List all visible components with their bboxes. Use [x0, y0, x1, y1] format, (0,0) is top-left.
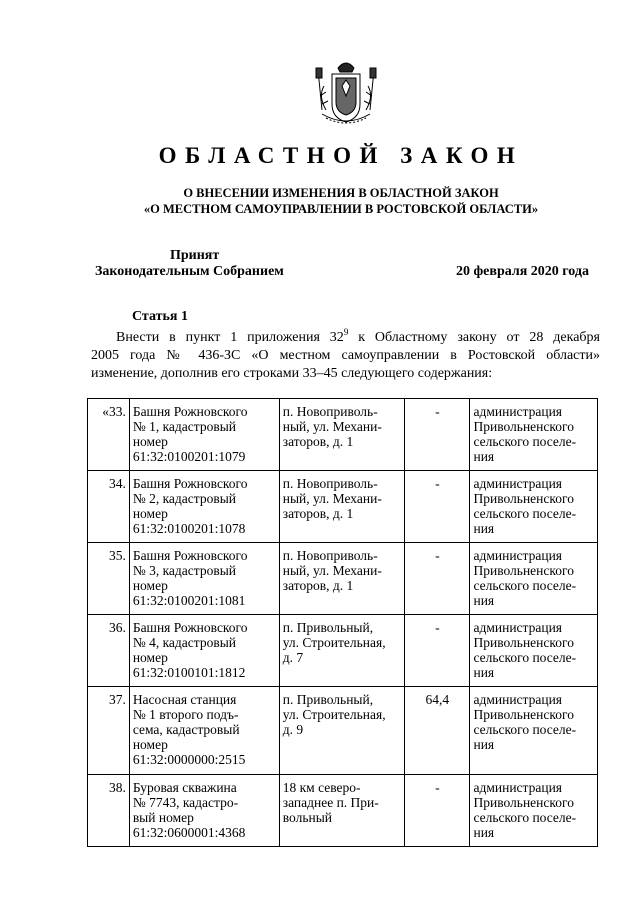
object-name-line: номер — [132, 650, 168, 665]
object-area-line: 64,4 — [425, 692, 450, 707]
objects-table — [87, 398, 598, 847]
object-area-line: - — [435, 476, 440, 491]
object-administrator-line: ния — [473, 449, 495, 464]
object-address-line: д. 7 — [282, 650, 304, 665]
object-name — [129, 687, 279, 775]
object-name-line: вый номер — [132, 810, 194, 825]
subtitle-line: О ВНЕСЕНИИ ИЗМЕНЕНИЯ В ОБЛАСТНОЙ ЗАКОН — [183, 186, 499, 200]
object-address-line: ный, ул. Механи- — [282, 563, 382, 578]
object-administrator-line: ния — [473, 665, 495, 680]
object-area — [405, 399, 470, 471]
object-administrator-line: сельского поселе- — [473, 578, 577, 593]
object-area-line: - — [435, 780, 440, 795]
adoption-date: 20 февраля 2020 года — [456, 264, 589, 279]
object-name — [129, 399, 279, 471]
object-name — [129, 615, 279, 687]
object-address-line: ул. Строительная, — [282, 707, 386, 722]
object-address-line: п. Привольный, — [282, 692, 374, 707]
object-administrator-line: Привольненского — [473, 419, 574, 434]
object-name-line: Башня Рожновского — [132, 404, 248, 419]
object-address-line: заторов, д. 1 — [282, 434, 354, 449]
object-name-line: 61:32:0600001:4368 — [132, 825, 246, 840]
object-area-line: - — [435, 620, 440, 635]
paragraph-line: изменение, дополнив его строками 33–45 следующего содержания: — [91, 366, 493, 381]
object-address-line: ный, ул. Механи- — [282, 491, 382, 506]
object-administrator-line: администрация — [473, 780, 563, 795]
object-name-line: номер — [132, 434, 168, 449]
object-address-line: западнее п. При- — [282, 795, 379, 810]
paragraph-line: 2005 года № 436-ЗС «О местном самоуправлении в Ростовской области» — [91, 348, 600, 363]
row-number-line: «33. — [102, 404, 126, 419]
object-administrator-line: ния — [473, 737, 495, 752]
row-number — [88, 399, 130, 471]
object-name-line: номер — [132, 578, 168, 593]
object-name-line: Буровая скважина — [132, 780, 237, 795]
object-address — [279, 687, 404, 775]
object-administrator-line: администрация — [473, 404, 563, 419]
adopted-label: Принят — [170, 248, 220, 263]
coat-of-arms-icon — [312, 56, 380, 132]
object-name-line: № 2, кадастровый — [132, 491, 237, 506]
object-name-line: Башня Рожновского — [132, 620, 248, 635]
row-number — [88, 687, 130, 775]
object-administrator-line: Привольненского — [473, 563, 574, 578]
object-administrator-line: сельского поселе- — [473, 506, 577, 521]
object-address-line: п. Новоприволь- — [282, 476, 378, 491]
object-administrator — [470, 471, 598, 543]
object-area-line: - — [435, 404, 440, 419]
object-name-line: 61:32:0100101:1812 — [132, 665, 246, 680]
object-name-line: Насосная станция — [132, 692, 237, 707]
object-name-line: 61:32:0100201:1078 — [132, 521, 246, 536]
object-administrator-line: ния — [473, 593, 495, 608]
object-name-line: № 4, кадастровый — [132, 635, 237, 650]
object-administrator-line: администрация — [473, 620, 563, 635]
adopted-by: Законодательным Собранием — [95, 264, 284, 279]
object-address-line: ул. Строительная, — [282, 635, 386, 650]
row-number-line: 37. — [108, 692, 126, 707]
object-name — [129, 775, 279, 847]
object-name-line: № 3, кадастровый — [132, 563, 237, 578]
object-address-line: п. Новоприволь- — [282, 404, 378, 419]
superscript: 9 — [343, 327, 349, 337]
object-address-line: п. Привольный, — [282, 620, 374, 635]
object-area — [405, 615, 470, 687]
object-name-line: сема, кадастровый — [132, 722, 240, 737]
object-name-line: номер — [132, 737, 168, 752]
object-name-line: 61:32:0100201:1079 — [132, 449, 246, 464]
row-number — [88, 775, 130, 847]
object-administrator — [470, 775, 598, 847]
table-row — [88, 615, 598, 687]
article-heading: Статья 1 — [132, 309, 188, 324]
object-name-line: 61:32:0100201:1081 — [132, 593, 246, 608]
object-administrator-line: Привольненского — [473, 635, 574, 650]
row-number-line: 34. — [108, 476, 126, 491]
object-administrator — [470, 399, 598, 471]
object-administrator-line: ния — [473, 521, 495, 536]
object-administrator-line: администрация — [473, 476, 563, 491]
object-address — [279, 543, 404, 615]
row-number — [88, 615, 130, 687]
object-name-line: № 1 второго подъ- — [132, 707, 239, 722]
table-row — [88, 471, 598, 543]
row-number-line: 36. — [108, 620, 126, 635]
table-row — [88, 543, 598, 615]
object-area — [405, 471, 470, 543]
document-title: ОБЛАСТНОЙ ЗАКОН — [158, 143, 524, 168]
row-number — [88, 543, 130, 615]
object-name-line: Башня Рожновского — [132, 476, 248, 491]
table-row — [88, 399, 598, 471]
article-paragraph — [91, 329, 600, 383]
object-name-line: № 7743, кадастро- — [132, 795, 239, 810]
table-row — [88, 775, 598, 847]
object-address-line: заторов, д. 1 — [282, 506, 354, 521]
object-area — [405, 543, 470, 615]
object-name-line: 61:32:0000000:2515 — [132, 752, 246, 767]
object-address-line: 18 км северо- — [282, 780, 361, 795]
row-number — [88, 471, 130, 543]
object-administrator-line: сельского поселе- — [473, 434, 577, 449]
object-name-line: № 1, кадастровый — [132, 419, 237, 434]
object-name — [129, 543, 279, 615]
object-administrator-line: администрация — [473, 548, 563, 563]
object-address-line: д. 9 — [282, 722, 304, 737]
object-administrator-line: сельского поселе- — [473, 810, 577, 825]
paragraph-line: Внести в пункт 1 приложения $32^9$ к Областному закону от 28 декабря — [116, 327, 600, 345]
object-area — [405, 687, 470, 775]
object-address-line: заторов, д. 1 — [282, 578, 354, 593]
object-area-line: - — [435, 548, 440, 563]
object-name-line: Башня Рожновского — [132, 548, 248, 563]
object-administrator-line: Привольненского — [473, 491, 574, 506]
object-address-line: вольный — [282, 810, 333, 825]
object-administrator-line: ния — [473, 825, 495, 840]
object-administrator-line: сельского поселе- — [473, 722, 577, 737]
document-subtitle — [0, 185, 640, 217]
object-administrator — [470, 543, 598, 615]
object-address — [279, 615, 404, 687]
object-address — [279, 399, 404, 471]
object-administrator — [470, 615, 598, 687]
object-administrator — [470, 687, 598, 775]
object-name-line: номер — [132, 506, 168, 521]
object-administrator-line: администрация — [473, 692, 563, 707]
subtitle-line: «О МЕСТНОМ САМОУПРАВЛЕНИИ В РОСТОВСКОЙ ОБЛАСТИ» — [143, 202, 539, 216]
object-administrator-line: сельского поселе- — [473, 650, 577, 665]
object-address — [279, 471, 404, 543]
object-address-line: п. Новоприволь- — [282, 548, 378, 563]
object-address — [279, 775, 404, 847]
row-number-line: 35. — [108, 548, 126, 563]
table-row — [88, 687, 598, 775]
object-name — [129, 471, 279, 543]
object-address-line: ный, ул. Механи- — [282, 419, 382, 434]
object-administrator-line: Привольненского — [473, 795, 574, 810]
row-number-line: 38. — [108, 780, 126, 795]
object-administrator-line: Привольненского — [473, 707, 574, 722]
object-area — [405, 775, 470, 847]
